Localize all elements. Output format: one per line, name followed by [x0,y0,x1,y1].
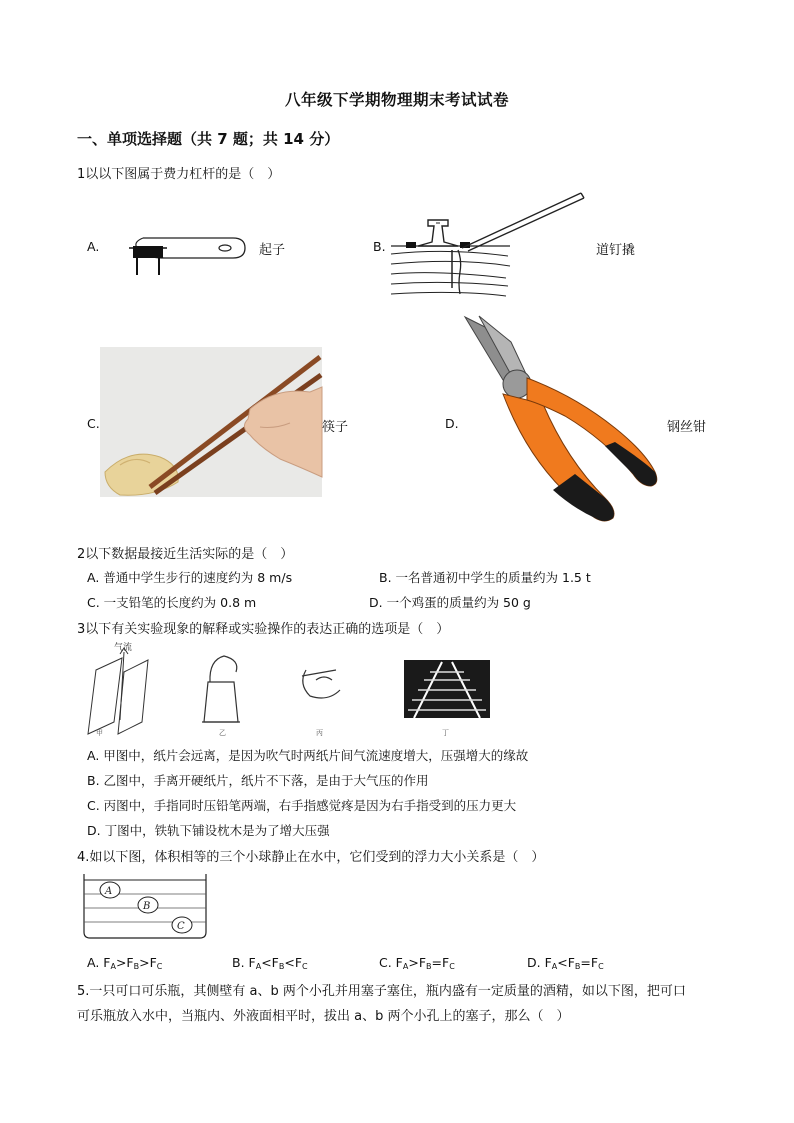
q1-option-d-letter: D. [445,416,459,431]
figure-jia [88,648,148,734]
q2-option-b: B. 一名普通初中学生的质量约为 1.5 t [379,570,591,585]
pliers-photo [455,312,665,530]
fig-bing-label: 丙 [316,729,323,737]
chopsticks-photo [100,347,322,497]
q2-option-d: D. 一个鸡蛋的质量约为 50 g [369,595,531,610]
q3-option-d: D. 丁图中，铁轨下铺设枕木是为了增大压强 [87,823,330,838]
q1-stem: 1以以下图属于费力杠杆的是（ ） [77,167,281,182]
q1-option-b-label: 道钉撬 [596,243,636,258]
q1-option-a-label: 起子 [259,243,286,258]
page-title: 八年级下学期物理期末考试试卷 [284,91,509,109]
ball-b-label: B [143,901,151,912]
q1-option-a-letter: A. [87,239,100,254]
q3-option-c: C. 丙图中，手指同时压铅笔两端，右手指感觉疼是因为右手指受到的压力更大 [87,798,517,813]
floating-balls-figure [82,872,208,940]
q1-option-c-label: 筷子 [322,420,349,435]
q2-option-a: A. 普通中学生步行的速度约为 8 m/s [87,570,293,585]
q1-option-b-letter: B. [373,239,386,254]
q4-option-c: C. $F_A>F_B=F_C$ [379,955,455,971]
q3-option-a: A. 甲图中，纸片会远离，是因为吹气时两纸片间气流速度增大，压强增大的缘故 [87,748,529,763]
q4-stem: 4.如以下图，体积相等的三个小球静止在水中，它们受到的浮力大小关系是（ ） [77,850,545,865]
ball-a-label: A [105,886,113,897]
ball-c-label: C [177,921,185,932]
bottle-opener-figure [125,230,250,280]
spike-lever-figure [388,190,588,302]
fig-ding-label: 丁 [442,729,449,737]
section-heading: 一、单项选择题（共 7 题；共 14 分） [77,130,340,148]
fig-jia-label: 甲 [96,729,103,737]
q2-stem: 2以下数据最接近生活实际的是（ ） [77,547,294,562]
q2-option-c: C. 一支铅笔的长度约为 0.8 m [87,595,257,610]
experiment-figures [84,640,490,736]
q4-option-a: A. $F_A>F_B>F_C$ [87,955,163,971]
q5-stem-line1: 5.一只可口可乐瓶，其侧壁有 a、b 两个小孔并用塞子塞住，瓶内盛有一定质量的酒精，如以下图，把可口 [77,984,686,999]
q3-stem: 3以下有关实验现象的解释或实验操作的表达正确的选项是（ ） [77,622,450,637]
q3-option-b: B. 乙图中，手离开硬纸片，纸片不下落，是由于大气压的作用 [87,773,429,788]
q4-option-d: D. $F_A<F_B=F_C$ [527,955,604,971]
q1-option-d-label: 钢丝钳 [667,420,707,435]
q4-option-b: B. $F_A<F_B<F_C$ [232,955,308,971]
figure-bing [302,670,340,698]
figure-yi [202,656,240,722]
fig-yi-label: 乙 [219,729,226,737]
q5-stem-line2: 可乐瓶放入水中，当瓶内、外液面相平时，拔出 a、b 两个小孔上的塞子，那么（ ） [77,1009,570,1024]
figure-ding [404,660,490,718]
fig-airflow-label: 气流 [114,643,133,653]
q1-option-c-letter: C. [87,416,100,431]
